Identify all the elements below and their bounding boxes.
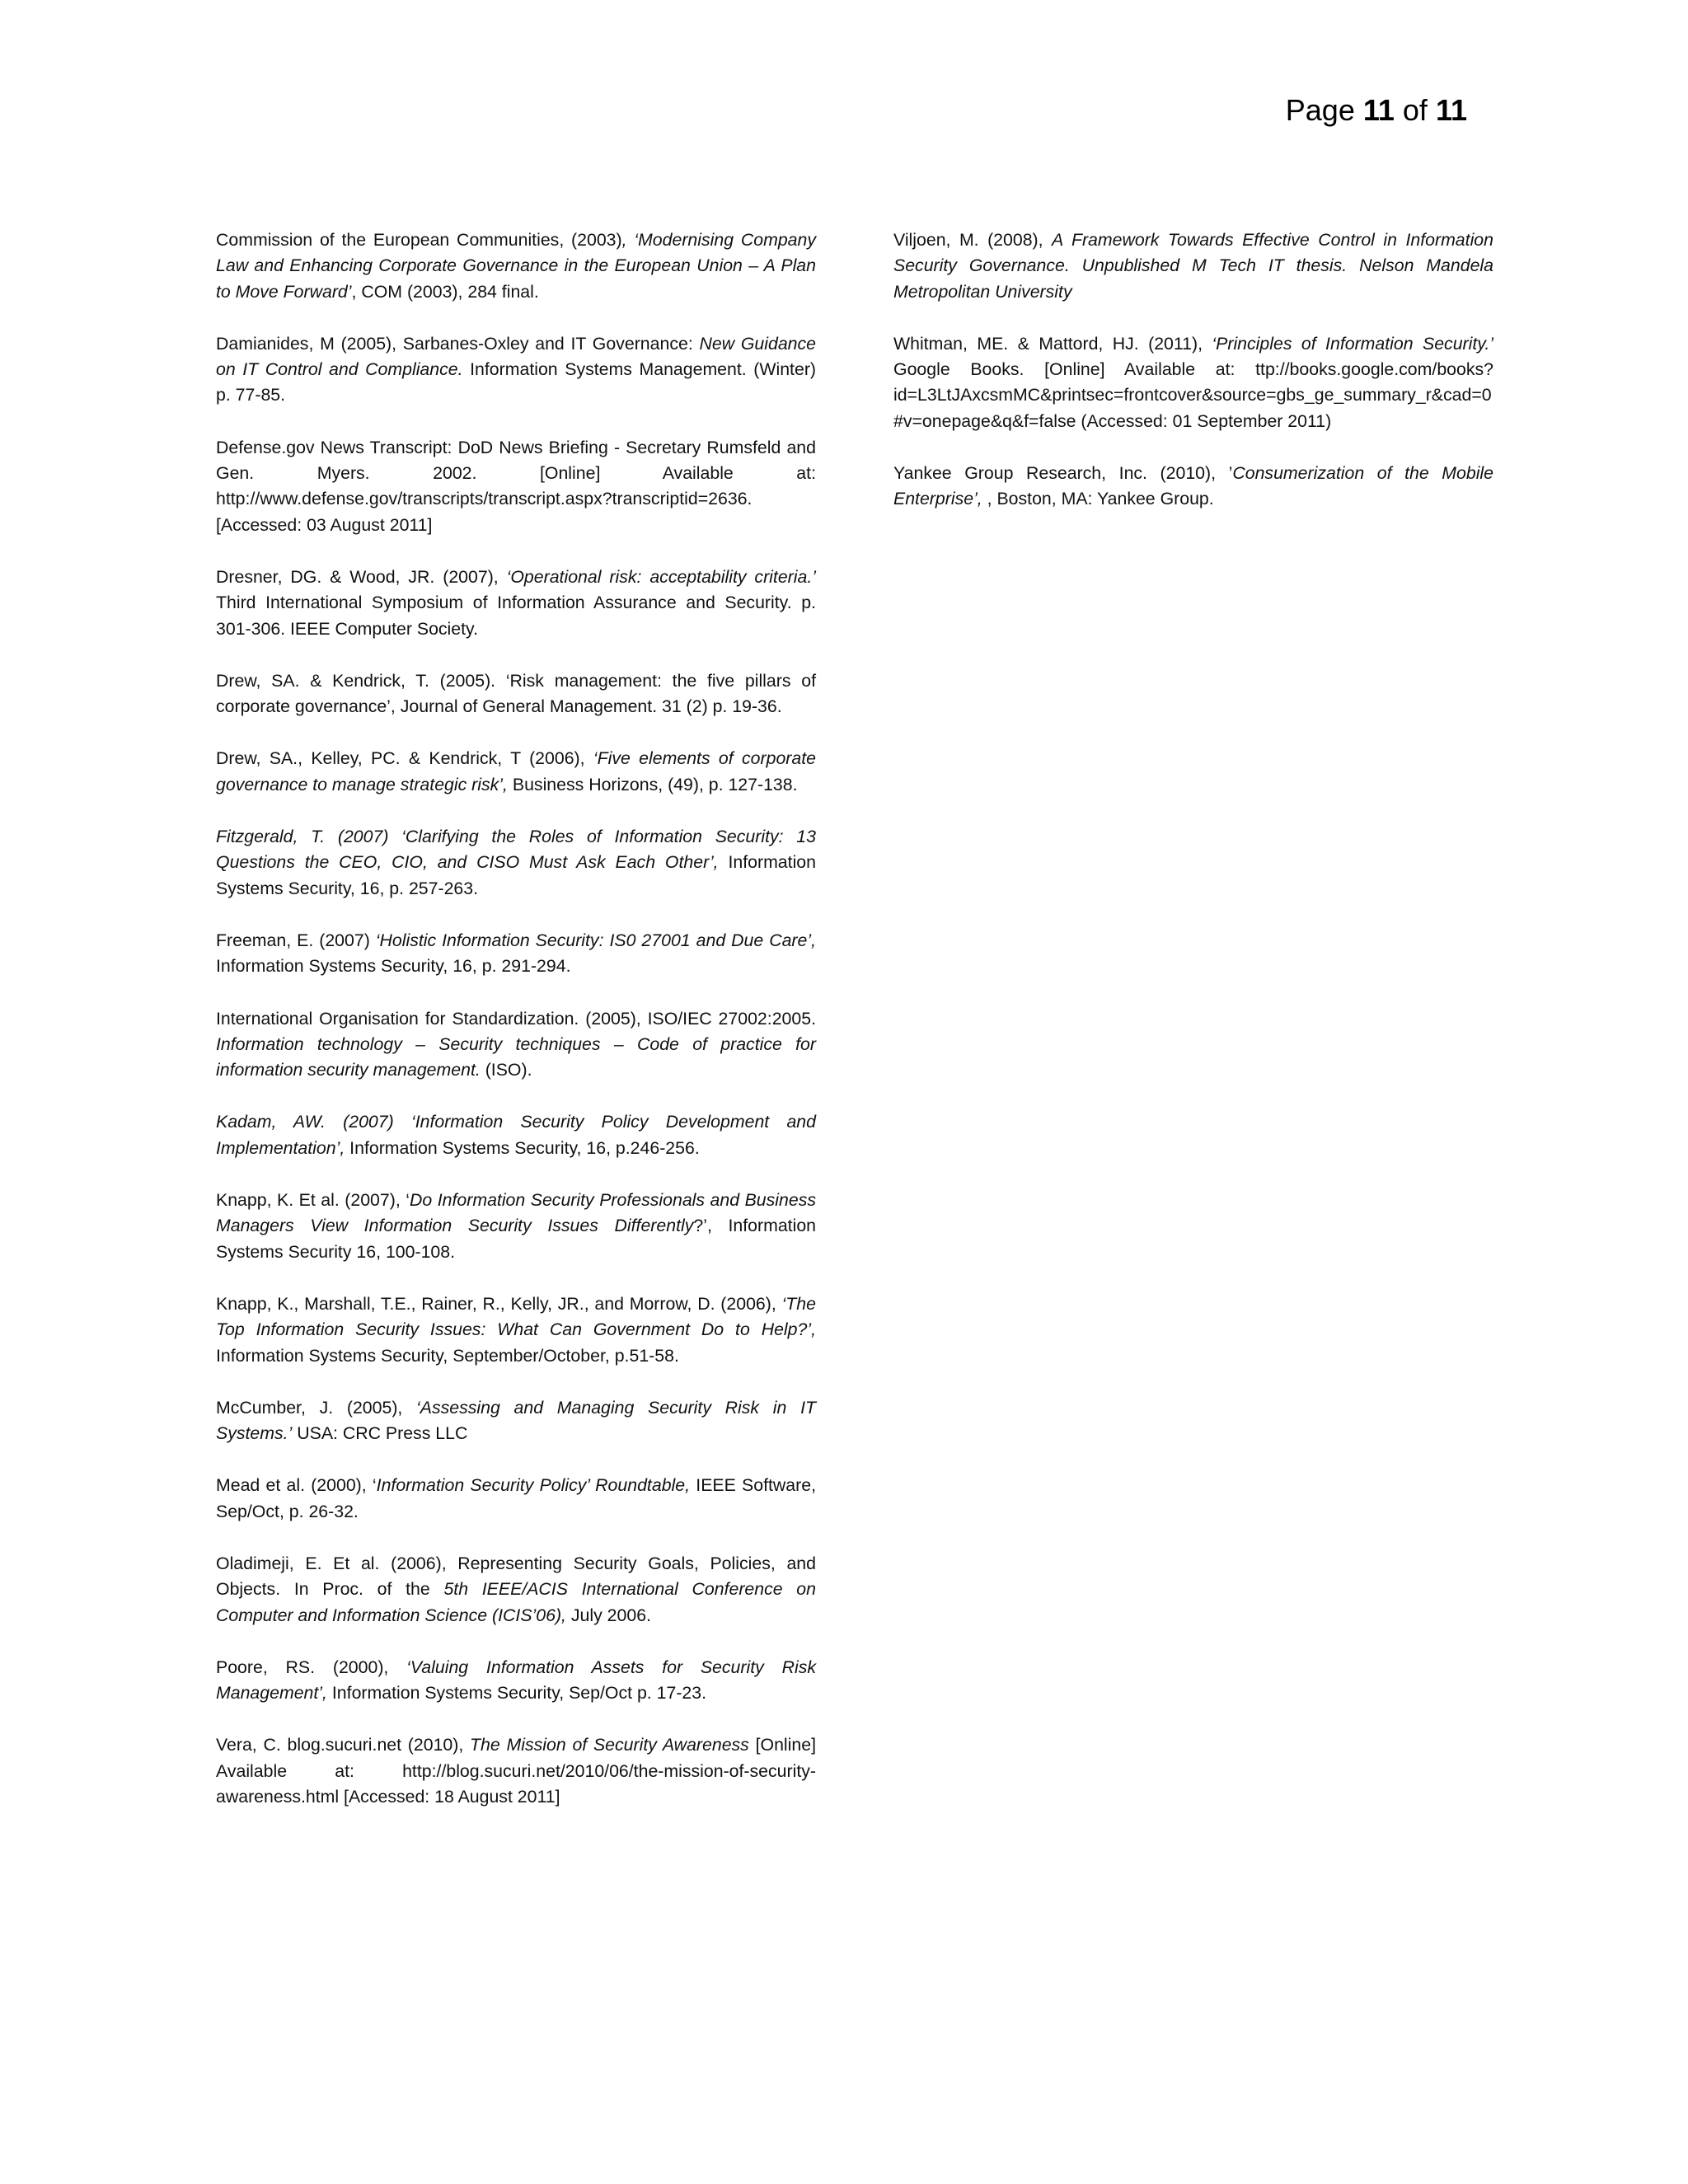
reference-italic-text: ‘Operational risk: acceptability criteria.’: [506, 566, 816, 587]
page-number-middle: of: [1394, 93, 1436, 127]
reference-entry: [216, 746, 816, 798]
reference-italic-text: Information Security Policy’ Roundtable,: [376, 1475, 691, 1496]
reference-italic-text: ‘Five elements of corporate governance to manage strategic risk’,: [216, 748, 816, 794]
reference-entry: [893, 461, 1493, 513]
reference-italic-text: , ‘Modernising Company Law and Enhancing Corporate Governance in the European Union – A Plan to Move Forward’: [216, 230, 817, 302]
reference-italic-text: Information technology – Security techniques – Code of practice for information security management.: [216, 1033, 816, 1080]
reference-text: Information Systems Security, 16, p. 291-294.: [216, 956, 571, 977]
reference-entry: [216, 1291, 816, 1369]
reference-text: [Online] Available at: http://blog.sucuri.net/2010/06/the-mission-of-security-awareness.html [Accessed: 18 August 2011]: [216, 1735, 816, 1807]
reference-text: Vera, C. blog.sucuri.net (2010),: [216, 1735, 471, 1755]
reference-text: Information Systems Management. (Winter) p. 77-85.: [216, 359, 817, 405]
reference-entry: [216, 565, 816, 642]
reference-italic-text: A Framework Towards Effective Control in Information Security Governance. Unpublished M Tech IT thesis. Nelson Mandela Metropolitan University: [893, 230, 1493, 302]
reference-entry: [893, 331, 1493, 434]
reference-text: Knapp, K., Marshall, T.E., Rainer, R., Kelly, JR., and Morrow, D. (2006),: [216, 1293, 782, 1314]
reference-text: Damianides, M (2005), Sarbanes-Oxley and IT Governance:: [216, 333, 700, 354]
reference-text: Mead et al. (2000), ‘: [216, 1475, 377, 1496]
reference-text: Commission of the European Communities, (2003): [216, 230, 622, 250]
reference-text: Google Books. [Online] Available at: ttp://books.google.com/books?id=L3LtJAxcsmMC&printsec=frontcover&source=gbs_ge_summary_r&cad=0#v=onepage&q&f=false (Accessed: 01 September 2011): [893, 359, 1493, 431]
reference-italic-text: Fitzgerald, T. (2007) ‘Clarifying the Roles of Information Security: 13 Questions the CEO, CIO, and CISO Must Ask Each Other’,: [216, 827, 816, 873]
reference-entry: [216, 1473, 816, 1525]
reference-entry: [216, 331, 816, 409]
reference-text: Information Systems Security, September/October, p.51-58.: [216, 1345, 679, 1366]
reference-entry: [216, 928, 816, 980]
reference-text: Information Systems Security, 16, p.246-256.: [345, 1137, 700, 1158]
reference-italic-text: 5th IEEE/ACIS International Conference on Computer and Information Science (ICIS’06),: [216, 1579, 816, 1625]
page-number-prefix: Page: [1285, 93, 1363, 127]
reference-text: Freeman, E. (2007): [216, 930, 376, 950]
reference-entry: [216, 1732, 816, 1810]
reference-text: Information Systems Security, Sep/Oct p. 17-23.: [326, 1683, 707, 1704]
reference-text: Whitman, ME. & Mattord, HJ. (2011),: [893, 333, 1212, 354]
reference-italic-text: The Mission of Security Awareness: [470, 1735, 749, 1755]
reference-text: McCumber, J. (2005),: [216, 1397, 417, 1418]
reference-italic-text: ‘Holistic Information Security: IS0 27001 and Due Care’,: [375, 930, 817, 950]
reference-text: Drew, SA., Kelley, PC. & Kendrick, T (2006),: [216, 748, 593, 769]
reference-entry: [216, 1655, 816, 1707]
reference-text: Drew, SA. & Kendrick, T. (2005). ‘Risk management: the five pillars of corporate governance’, Journal of General Management. 31 (2) p. 19-36.: [216, 670, 816, 717]
reference-text: Yankee Group Research, Inc. (2010), ’: [893, 463, 1233, 484]
reference-entry: [216, 824, 816, 902]
reference-italic-text: Consumerization of the Mobile Enterprise’,: [893, 463, 1494, 509]
reference-entry: [893, 227, 1493, 305]
reference-italic-text: ‘Assessing and Managing Security Risk in IT Systems.’: [216, 1397, 816, 1444]
references-column-right: [893, 227, 1493, 539]
reference-text: ?’, Information Systems Security 16, 100-108.: [216, 1216, 817, 1262]
reference-text: , COM (2003), 284 final.: [351, 281, 539, 302]
reference-text: Viljoen, M. (2008),: [893, 230, 1053, 250]
reference-text: Third International Symposium of Information Assurance and Security. p. 301-306. IEEE Computer Society.: [216, 593, 816, 639]
reference-entry: [216, 1551, 816, 1629]
reference-entry: [216, 668, 816, 720]
reference-text: Dresner, DG. & Wood, JR. (2007),: [216, 566, 507, 587]
reference-italic-text: ‘Principles of Information Security.’: [1212, 333, 1493, 354]
reference-text: Defense.gov News Transcript: DoD News Briefing - Secretary Rumsfeld and Gen. Myers. 2002. [Online] Available at: http://www.defense.gov/transcripts/transcript.aspx?transcriptid=2636. [Accessed: 03 August 2011]: [216, 437, 816, 535]
reference-text: , Boston, MA: Yankee Group.: [982, 489, 1214, 509]
reference-entry: [216, 227, 816, 305]
reference-text: IEEE Software, Sep/Oct, p. 26-32.: [216, 1475, 816, 1521]
reference-italic-text: Kadam, AW. (2007) ‘Information Security Policy Development and Implementation’,: [216, 1112, 816, 1158]
reference-entry: [216, 1109, 816, 1161]
reference-entry: [216, 1188, 816, 1265]
reference-italic-text: New Guidance on IT Control and Compliance.: [216, 333, 816, 380]
reference-text: Oladimeji, E. Et al. (2006), Representing Security Goals, Policies, and Objects. In Proc. of the: [216, 1553, 816, 1600]
reference-text: Knapp, K. Et al. (2007), ‘: [216, 1190, 410, 1211]
reference-text: International Organisation for Standardization. (2005), ISO/IEC 27002:2005.: [216, 1008, 816, 1029]
page-number-current: 11: [1362, 93, 1395, 127]
reference-text: (ISO).: [480, 1060, 532, 1080]
reference-entry: [216, 1006, 816, 1084]
references-column-left: [216, 227, 816, 1836]
reference-text: Poore, RS. (2000),: [216, 1657, 407, 1677]
page-number: [1286, 93, 1467, 128]
reference-text: July 2006.: [565, 1605, 651, 1625]
reference-text: USA: CRC Press LLC: [292, 1423, 468, 1444]
reference-italic-text: ‘The Top Information Security Issues: What Can Government Do to Help?’,: [216, 1293, 816, 1340]
reference-italic-text: ‘Valuing Information Assets for Security Risk Management’,: [216, 1657, 816, 1704]
page-number-total: 11: [1435, 93, 1467, 127]
reference-text: Information Systems Security, 16, p. 257-263.: [216, 852, 816, 898]
reference-italic-text: Do Information Security Professionals and Business Managers View Information Security Issues Differently: [216, 1190, 816, 1236]
reference-text: Business Horizons, (49), p. 127-138.: [507, 774, 798, 794]
reference-entry: [216, 435, 816, 538]
reference-entry: [216, 1395, 816, 1447]
